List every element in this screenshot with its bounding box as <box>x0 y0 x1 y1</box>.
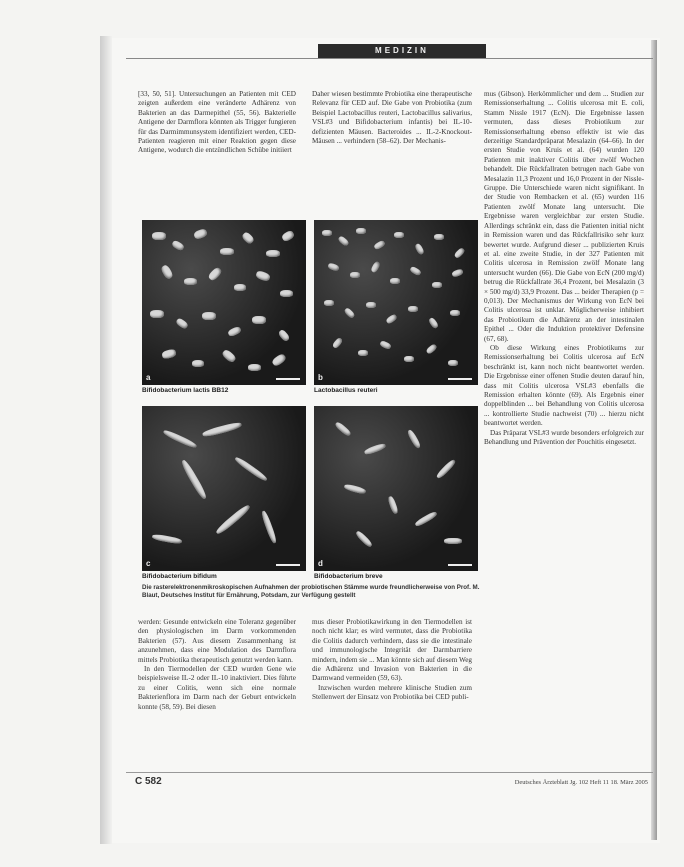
footer-rule <box>126 772 653 773</box>
paragraph: Daher wiesen bestimmte Probiotika eine therapeutische Relevanz für CED auf. Die Gabe von Probiotika (zum Beispiel Lactobacillus reuteri, Lactobacillus salivarius, VSL#3 und Bifidobacterium infantis) bei IL-10-defizienten Mäusen. Bacteroides ... IL-2-Knockout-Mäusen ... verhindern (58–62). Der Mechanis- <box>312 90 472 146</box>
micrograph-panel-b <box>314 220 478 385</box>
paragraph: Das Präparat VSL#3 wurde besonders erfolgreich zur Behandlung und Prävention der Pouchitis eingesetzt. <box>484 428 644 447</box>
panel-letter: c <box>146 559 151 568</box>
panel-letter: d <box>318 559 323 568</box>
panel-letter: a <box>146 373 151 382</box>
column-2-top-text <box>312 90 472 210</box>
page-right-edge <box>651 40 657 840</box>
page-number: C 582 <box>135 776 162 787</box>
micrograph-panel-c <box>142 406 306 571</box>
scale-bar <box>448 564 472 566</box>
scale-bar <box>448 378 472 380</box>
panel-label-c: Bifidobacterium bifidum <box>142 573 217 580</box>
paragraph: werden: Gesunde entwickeln eine Toleranz gegenüber den physiologischen im Darm vorkommenden Bakterien (57). Aus diesem Zusammenhang ist anzunehmen, dass eine Modulation des Darmflora mittels Probiotika therapeutisch genutzt werden kann. <box>138 618 296 664</box>
panel-label-b: Lactobacillus reuteri <box>314 387 378 394</box>
section-header: MEDIZIN <box>318 44 486 58</box>
paragraph: Inzwischen wurden mehrere klinische Studien zum Stellenwert der Einsatz von Probiotika bei CED publi- <box>312 683 472 702</box>
scale-bar <box>276 564 300 566</box>
micrograph-panel-d <box>314 406 478 571</box>
paragraph: mus dieser Probiotikawirkung in den Tiermodellen ist noch nicht klar; es wird vermutet, dass die Probiotika die Colitis dadurch verhindern, dass sie die intestinale und immunologische Integrität der Darmbarriere mindern, indem sie ... Man könnte sich auf diesem Weg die Adhärenz und Invasion von Bakterien in die Darmwand vermeiden (59, 63). <box>312 618 472 683</box>
column-3-text <box>484 90 644 760</box>
column-2-bottom-text <box>312 618 472 768</box>
paragraph: In den Tiermodellen der CED wurden Gene wie beispielsweise IL-2 oder IL-10 inaktiviert. Dies führte zu einer Colitis, wenn sich eine normale Bakterienflora im Darm nach der Geburt entwickeln konnte (58, 59). Bei diesen <box>138 665 296 711</box>
journal-citation: Deutsches Ärzteblatt Jg. 102 Heft 11 18. März 2005 <box>514 779 648 786</box>
panel-letter: b <box>318 373 323 382</box>
header-rule <box>126 58 653 59</box>
panel-label-d: Bifidobacterium breve <box>314 573 383 580</box>
micrograph-figure <box>142 220 478 608</box>
paragraph: Ob diese Wirkung eines Probiotikums zur Remissionserhaltung bei Colitis ulcerosa auf EcN beschränkt ist, kann noch nicht beantwortet werden. Die Ergebnisse einer offenen Studie deuten darauf hin, dass mit Colitis ulcerosa VSL#3 ebenfalls die Remission erhalten könnte (69). Als Ergebnis einer doppelblinden ... bei Behandlung von Colitis ulcerosa ... kontrollierte Studie nachweist (70) ... hierzu nicht beantwortet werden. <box>484 343 644 428</box>
micrograph-panel-a <box>142 220 306 385</box>
column-1-bottom-text <box>138 618 296 768</box>
column-1-top-text <box>138 90 296 210</box>
paragraph: [33, 50, 51]. Untersuchungen an Patienten mit CED zeigten außerdem eine veränderte Adhärenz von Bakterien an das Darmepithel (55, 56). Bakterielle Antigene der Darmflora könnten als Trigger fungieren für das Darmimmunsystem identifiziert werden, CED-Patienten reagieren mit einer Reaktion gegen diese Antigene, wodurch die entzündlichen Schübe initiiert <box>138 90 296 155</box>
panel-label-a: Bifidobacterium lactis BB12 <box>142 387 229 394</box>
figure-caption: Die rasterelektronenmikroskopischen Aufnahmen der probiotischen Stämme wurde freundlicherweise von Prof. M. Blaut, Deutsches Institut für Ernährung, Potsdam, zur Verfügung gestellt <box>142 584 480 599</box>
paragraph: mus (Gibson). Herkömmlicher und dem ... Studien zur Remissionserhaltung ... Colitis ulcerosa mit E. coli, Stamm Nissle 1917 (EcN). Die Ergebnisse lassen vermuten, dass dieses Probiotikum zur Remissionserhaltung ebenso effektiv ist wie das derzeitige Standardpräparat Mesalazin (64–66). In der ersten Studie von Kruis et al. (64) wurden 120 Patienten mit inaktiver Colitis über zwölf Wochen behandelt. Die Rückfallraten betrugen nach Gabe von Mesalazin 11,3 Prozent und 16,0 Prozent in der Nissle-Gruppe. Die Unterschiede waren nicht signifikant. In der Studie von Rembacken et al. (65) wurden 116 Patienten zwölf Monate lang untersucht. Die Ergebnisse waren vergleichbar zur ersten Studie. Allerdings schränkt ein, dass die Patienten initial nicht in Remission waren und das Rückfallrisiko sehr kurz bewertet wurde. Aufgrund dieser ... publizierten Kruis et al. eine zweite Studie, in der 327 Patienten mit Colitis ulcerosa in Remission zwölf Monate lang untersucht wurden (66). Die Gabe von EcN (200 mg/d) betrug die Rückfallrate 36,4 Prozent, bei Mesalazin (3 × 500 mg/d) 33,9 Prozent. Das ... beider Therapien (p = 0,013). Der Mechanismus der Wirkung von EcN bei Colitis ulcerosa ist unklar. Möglicherweise inhibiert das Probiotikum die Adhärenz an der intestinalen Epithel ... Oder die Induktion protektiver Defensine (67, 68). <box>484 90 644 343</box>
scale-bar <box>276 378 300 380</box>
page-binding-shadow <box>100 36 112 844</box>
